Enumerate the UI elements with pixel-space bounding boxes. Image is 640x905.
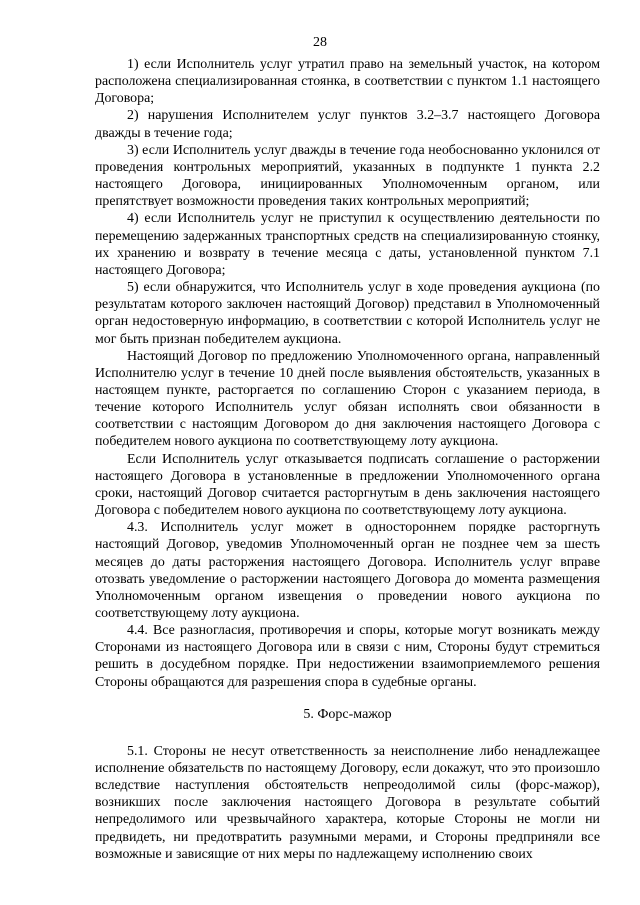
paragraph-refusal-to-sign: Если Исполнитель услуг отказывается подписать соглашение о расторжении настоящего Договора в установленные в предложении Уполномоченного органа сроки, настоящий Договор считается расторгнутым в день заключения настоящего Договора с победителем нового аукциона по соответствующему лоту аукциона. bbox=[95, 451, 600, 519]
paragraph-4-3: 4.3. Исполнитель услуг может в одностороннем порядке расторгнуть настоящий Договор, уведомив Уполномоченный орган не позднее чем за шесть месяцев до даты расторжения настоящего Договора. Исполнитель услуг вправе отозвать уведомление о расторжении настоящего Договора до момента размещения Уполномоченным органом извещения о проведении нового аукциона по соответствующему лоту аукциона. bbox=[95, 520, 600, 621]
paragraph-termination-5: 5) если обнаружится, что Исполнитель услуг в ходе проведения аукциона (по результатам которого заключен настоящий Договор) представил в Уполномоченный орган недостоверную информацию, в соответствии с которой Исполнитель услуг не мог быть признан победителем аукциона. bbox=[95, 280, 600, 347]
paragraph-termination-1: 1) если Исполнитель услуг утратил право на земельный участок, на котором расположена специализированная стоянка, в соответствии с пунктом 1.1 настоящего Договора; bbox=[95, 57, 600, 107]
paragraph-termination-procedure: Настоящий Договор по предложению Уполномоченного органа, направленный Исполнителю услуг в течение 10 дней после выявления обстоятельств, указанных в настоящем пункте, расторгается по соглашению Сторон с указанием периода, в течение которого Исполнитель услуг обязан исполнять свои обязанности в соответствии с настоящим Договором до дня заключения настоящего Договора с победителем нового аукциона по соответствующему лоту аукциона. bbox=[95, 348, 600, 450]
paragraph-termination-3: 3) если Исполнитель услуг дважды в течение года необоснованно уклонился от проведения контрольных мероприятий, указанных в подпункте 1 пункта 2.2 настоящего Договора, инициированных Уполномоченным органом, или препятствует возможности проведения таких контрольных мероприятий; bbox=[95, 142, 600, 210]
paragraph-termination-4: 4) если Исполнитель услуг не приступил к осуществлению деятельности по перемещению задержанных транспортных средств на специализированную стоянку, их хранению и возврату в течение месяца с даты, установленной пунктом 7.1 настоящего Договора; bbox=[95, 211, 600, 278]
paragraph-4-4: 4.4. Все разногласия, противоречия и споры, которые могут возникать между Сторонами из настоящего Договора или в связи с ним, Стороны будут стремиться решить в досудебном порядке. При недостижении взаимоприемлемого решения Стороны обращаются для разрешения спора в судебные органы. bbox=[95, 623, 600, 690]
paragraph-5-1: 5.1. Стороны не несут ответственность за неисполнение либо ненадлежащее исполнение обязательств по настоящему Договору, если докажут, что это произошло вследствие наступления обстоятельств непреодолимой силы (форс-мажор), возникших после заключения настоящего Договора в результате событий непредолимого или чрезвычайного характера, которые Стороны не могли ни предвидеть, ни предотвратить разумными мерами, и Стороны предприняли все возможные и зависящие от них меры по надлежащему исполнению своих bbox=[95, 743, 600, 862]
section-heading-force-majeure: 5. Форс-мажор bbox=[303, 706, 392, 722]
page-number: 28 bbox=[313, 35, 327, 50]
paragraph-termination-2: 2) нарушения Исполнителем услуг пунктов 3.2–3.7 настоящего Договора дважды в течение года; bbox=[95, 108, 600, 141]
document-body bbox=[95, 56, 600, 863]
